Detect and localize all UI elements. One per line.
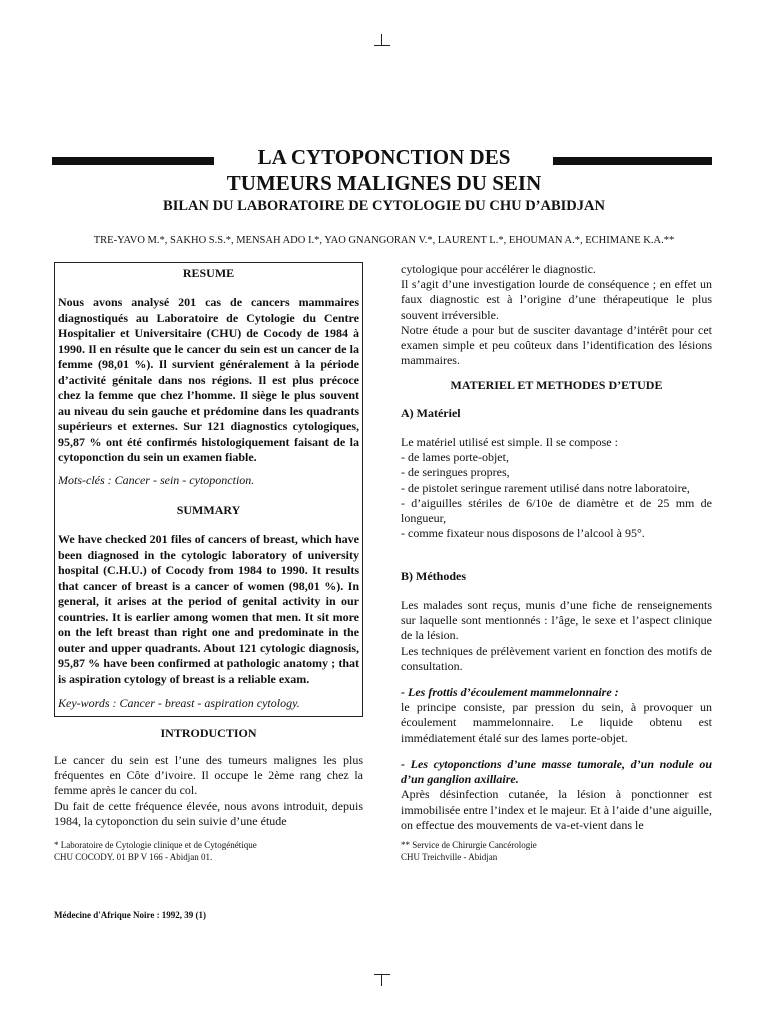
frottis-section [401,685,712,746]
summary-heading: SUMMARY [176,503,241,517]
list-item: - de lames porte-objet, [401,450,509,465]
title-line-2: TUMEURS MALIGNES DU SEIN [226,171,542,195]
introduction-body [54,753,363,829]
footnote-line: CHU COCODY. 01 BP V 166 - Abidjan 01. [54,851,213,862]
introduction-heading: INTRODUCTION [160,726,257,740]
list-item: - d’aiguilles stériles de 6/10e de diamètre et de 25 mm de longueur, [401,495,712,526]
list-item: - de pistolet seringue rarement utilisé dans notre laboratoire, [401,480,690,495]
list-item: - comme fixateur nous disposons de l’alcool à 95°. [401,526,645,541]
resume-keywords: Mots-clés : Cancer - sein - cytoponction. [58,473,255,487]
paragraph: cytologique pour accélérer le diagnostic. [401,262,596,276]
summary-text: We have checked 201 files of cancers of breast, which have been diagnosed in the cytologic laboratory of university hospital (C.H.U.) of Cocody from 1984 to 1990. It results that cancer of breast is a cancer of women (98,01 %). In general, it arises at the period of genital activity in our countries. It is earlier among women that men. It sit more on the left breast than right one and predominate in the outer and upper quadrants. About 121 cytologic diagnosis, 95,87 % have been confirmed at pathologic anatomy ; that is aspiration cytology of breast is a reliable exam. [58,532,359,686]
materiel-intro: Le matériel utilisé est simple. Il se compose : [401,435,618,449]
list-item: - de seringues propres, [401,465,510,480]
crop-mark-bottom [374,974,390,986]
crop-mark-top [374,34,390,46]
methodes-heading: B) Méthodes [401,569,466,583]
resume-text: Nous avons analysé 201 cas de cancers mammaires diagnostiqués au Laboratoire de Cytologie du Centre Hospitalier et Universitaire (CHU) de Cocody de 1984 à 1990. Il en résulte que le cancer du sein est un cancer de la femme (98,01 %). Il survient généralement à la période d’activité génitale dans nos régions. Il est plus précoce chez la femme que chez l’homme. Il siège le plus souvent au niveau du sein gauche et prédomine dans les quadrants supérieurs et externes. Sur 121 diagnostics cytologiques, 95,87 % ont été confirmés histologiquement faisant de la cytoponction du sein un examen fiable. [58,295,359,464]
journal-reference: Médecine d'Afrique Noire : 1992, 39 (1) [54,910,207,920]
footnote-right [401,840,537,863]
paragraph: Il s’agit d’une investigation lourde de conséquence ; en effet un faux diagnostic est à l’origine d’une thérapeutique le plus souvent irréversible. [401,277,712,322]
footnote-line: * Laboratoire de Cytologie clinique et de Cytogénétique [54,840,257,850]
paragraph: Notre étude a pour but de susciter davantage d’intérêt pour cet examen simple et peu coûteux dans l’identification des lésions mammaires. [401,322,712,368]
paragraph: Les malades sont reçus, munis d’une fiche de renseignements sur laquelle sont mentionnés : l’âge, le sexe et l’aspect clinique de la lésion. [401,598,712,643]
materiel-heading: A) Matériel [401,406,461,420]
footnote-line: CHU Treichville - Abidjan [401,851,498,862]
methodes-body [401,598,712,674]
right-column-intro [401,262,712,368]
methods-heading: MATERIEL ET METHODES D’ETUDE [450,378,663,392]
paragraph: le principe consiste, par pression du sein, à provoquer un écoulement mammelonnaire. Le liquide obtenu est immédiatement étalé sur des lames porte-objet. [401,700,712,745]
footnote-left [54,840,257,863]
cytoponction-heading: - Les cytoponctions d’une masse tumorale, d’un nodule ou d’un ganglion axillaire. [401,757,712,787]
title-line-1: LA CYTOPONCTION DES [257,145,511,169]
authors: TRE-YAVO M.*, SAKHO S.S.*, MENSAH ADO I.*, YAO GNANGORAN V.*, LAURENT L.*, EHOUMAN A.*, ECHIMANE K.A.** [93,235,675,246]
subtitle: BILAN DU LABORATOIRE DE CYTOLOGIE DU CHU D’ABIDJAN [163,198,605,214]
footnote-line: ** Service de Chirurgie Cancérologie [401,840,537,850]
resume-heading: RESUME [182,266,235,280]
introduction-paragraph: Du fait de cette fréquence élevée, nous avons introduit, depuis 1984, la cytoponction du sein suivie d’une étude [54,798,363,828]
paragraph: Les techniques de prélèvement varient en fonction des motifs de consultation. [401,643,712,673]
cytoponction-section [401,757,712,833]
frottis-heading: - Les frottis d’écoulement mammelonnaire : [401,685,619,699]
paragraph: Après désinfection cutanée, la lésion à ponctionner est immobilisée entre l’index et le majeur. Et à l’aide d’une aiguille, on effectue des mouvements de va-et-vient dans le [401,787,712,832]
summary-keywords: Key-words : Cancer - breast - aspiration cytology. [58,696,300,710]
introduction-paragraph: Le cancer du sein est l’une des tumeurs malignes les plus fréquentes en Côte d’ivoire. Il occupe le 2ème rang chez la femme après le cancer du col. [54,753,363,798]
materiel-list [401,435,712,541]
